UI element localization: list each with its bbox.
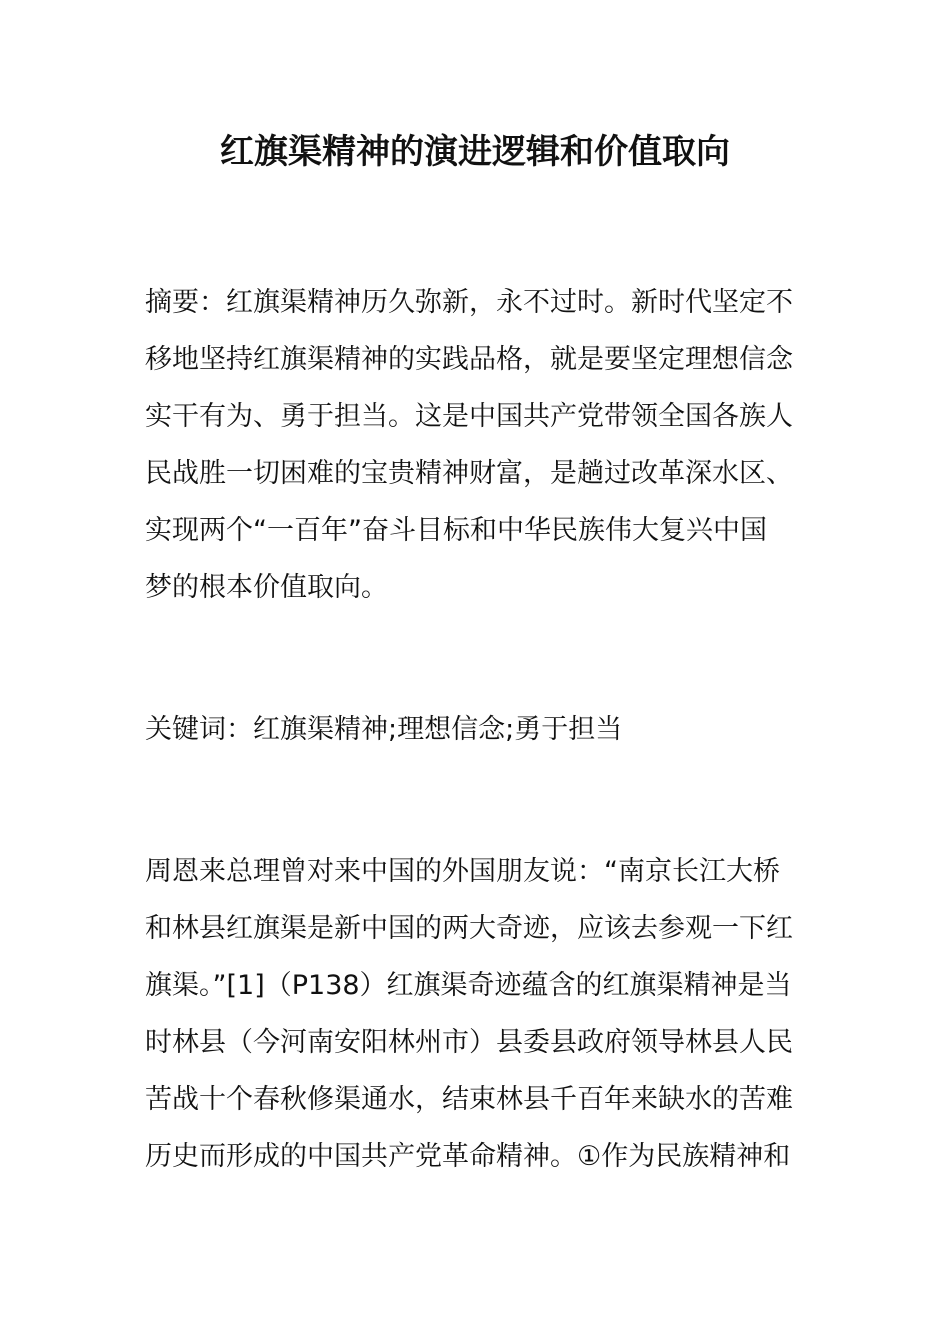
abstract-line: 梦的根本价值取向。 <box>145 572 388 603</box>
abstract-line: 民战胜一切困难的宝贵精神财富，是趟过改革深水区、 <box>145 458 793 489</box>
abstract-line: 摘要：红旗渠精神历久弥新，永不过时。新时代坚定不 <box>145 287 793 318</box>
body-paragraph <box>145 843 810 1185</box>
body-line: 和林县红旗渠是新中国的两大奇迹，应该去参观一下红 <box>145 913 793 944</box>
body-line: 旗渠。”[1]（P138）红旗渠奇迹蕴含的红旗渠精神是当 <box>145 970 792 1001</box>
body-line: 周恩来总理曾对来中国的外国朋友说：“南京长江大桥 <box>145 856 780 887</box>
body-line: 苦战十个春秋修渠通水，结束林县千百年来缺水的苦难 <box>145 1084 793 1115</box>
abstract-line: 实现两个“一百年”奋斗目标和中华民族伟大复兴中国 <box>145 515 767 546</box>
document-title: 红旗渠精神的演进逻辑和价值取向 <box>220 132 730 172</box>
abstract-line: 实干有为、勇于担当。这是中国共产党带领全国各族人 <box>145 401 793 432</box>
body-line: 时林县（今河南安阳林州市）县委县政府领导林县人民 <box>145 1027 793 1058</box>
keywords-line: 关键词：红旗渠精神;理想信念;勇于担当 <box>145 714 623 745</box>
body-line: 历史而形成的中国共产党革命精神。①作为民族精神和 <box>145 1141 791 1172</box>
abstract-paragraph <box>145 274 810 616</box>
keywords-paragraph <box>145 701 810 758</box>
abstract-line: 移地坚持红旗渠精神的实践品格，就是要坚定理想信念 <box>145 344 793 375</box>
